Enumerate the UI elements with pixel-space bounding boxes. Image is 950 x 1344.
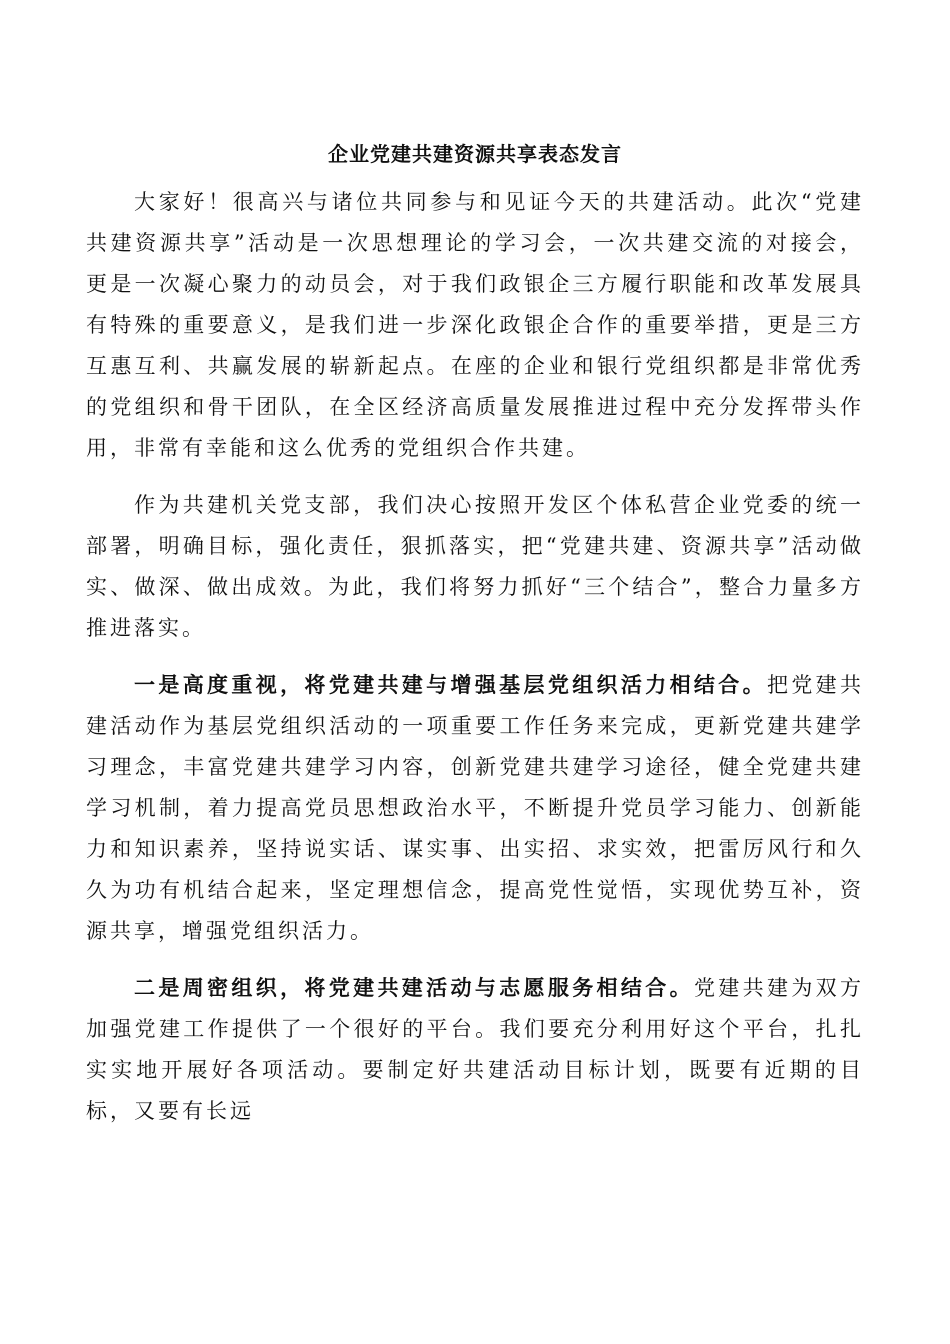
paragraph-3	[86, 664, 864, 952]
paragraph-2-text: 作为共建机关党支部，我们决心按照开发区个体私营企业党委的统一部署，明确目标，强化责任，狠抓落实，把“党建共建、资源共享”活动做实、做深、做出成效。为此，我们将努力抓好“三个结合”，整合力量多方推进落实。	[86, 493, 864, 640]
paragraph-3-lead: 一是高度重视，将党建共建与增强基层党组织活力相结合。	[134, 672, 767, 697]
paragraph-1	[86, 181, 864, 469]
paragraph-2	[86, 484, 864, 649]
paragraph-4-text: 党建共建为双方加强党建工作提供了一个很好的平台。我们要充分利用好这个平台，扎扎实实地开展好各项活动。要制定好共建活动目标计划，既要有近期的目标，又要有长远	[86, 976, 865, 1123]
document-body	[86, 181, 864, 1147]
paragraph-4	[86, 967, 864, 1132]
paragraph-3-text: 把党建共建活动作为基层党组织活动的一项重要工作任务来完成，更新党建共建学习理念，丰富党建共建学习内容，创新党建共建学习途径，健全党建共建学习机制，着力提高党员思想政治水平，不断提升党员学习能力、创新能力和知识素养，坚持说实话、谋实事、出实招、求实效，把雷厉风行和久久为功有机结合起来，坚定理想信念，提高党性觉悟，实现优势互补，资源共享，增强党组织活力。	[86, 673, 865, 943]
paragraph-1-text: 大家好！很高兴与诸位共同参与和见证今天的共建活动。此次“党建共建资源共享”活动是一次思想理论的学习会，一次共建交流的对接会，更是一次凝心聚力的动员会，对于我们政银企三方履行职能和改革发展具有特殊的重要意义，是我们进一步深化政银企合作的重要举措，更是三方互惠互利、共赢发展的崭新起点。在座的企业和银行党组织都是非常优秀的党组织和骨干团队，在全区经济高质量发展推进过程中充分发挥带头作用，非常有幸能和这么优秀的党组织合作共建。	[86, 190, 864, 460]
document-title: 企业党建共建资源共享表态发言	[328, 142, 622, 166]
paragraph-4-lead: 二是周密组织，将党建共建活动与志愿服务相结合。	[134, 975, 694, 1000]
